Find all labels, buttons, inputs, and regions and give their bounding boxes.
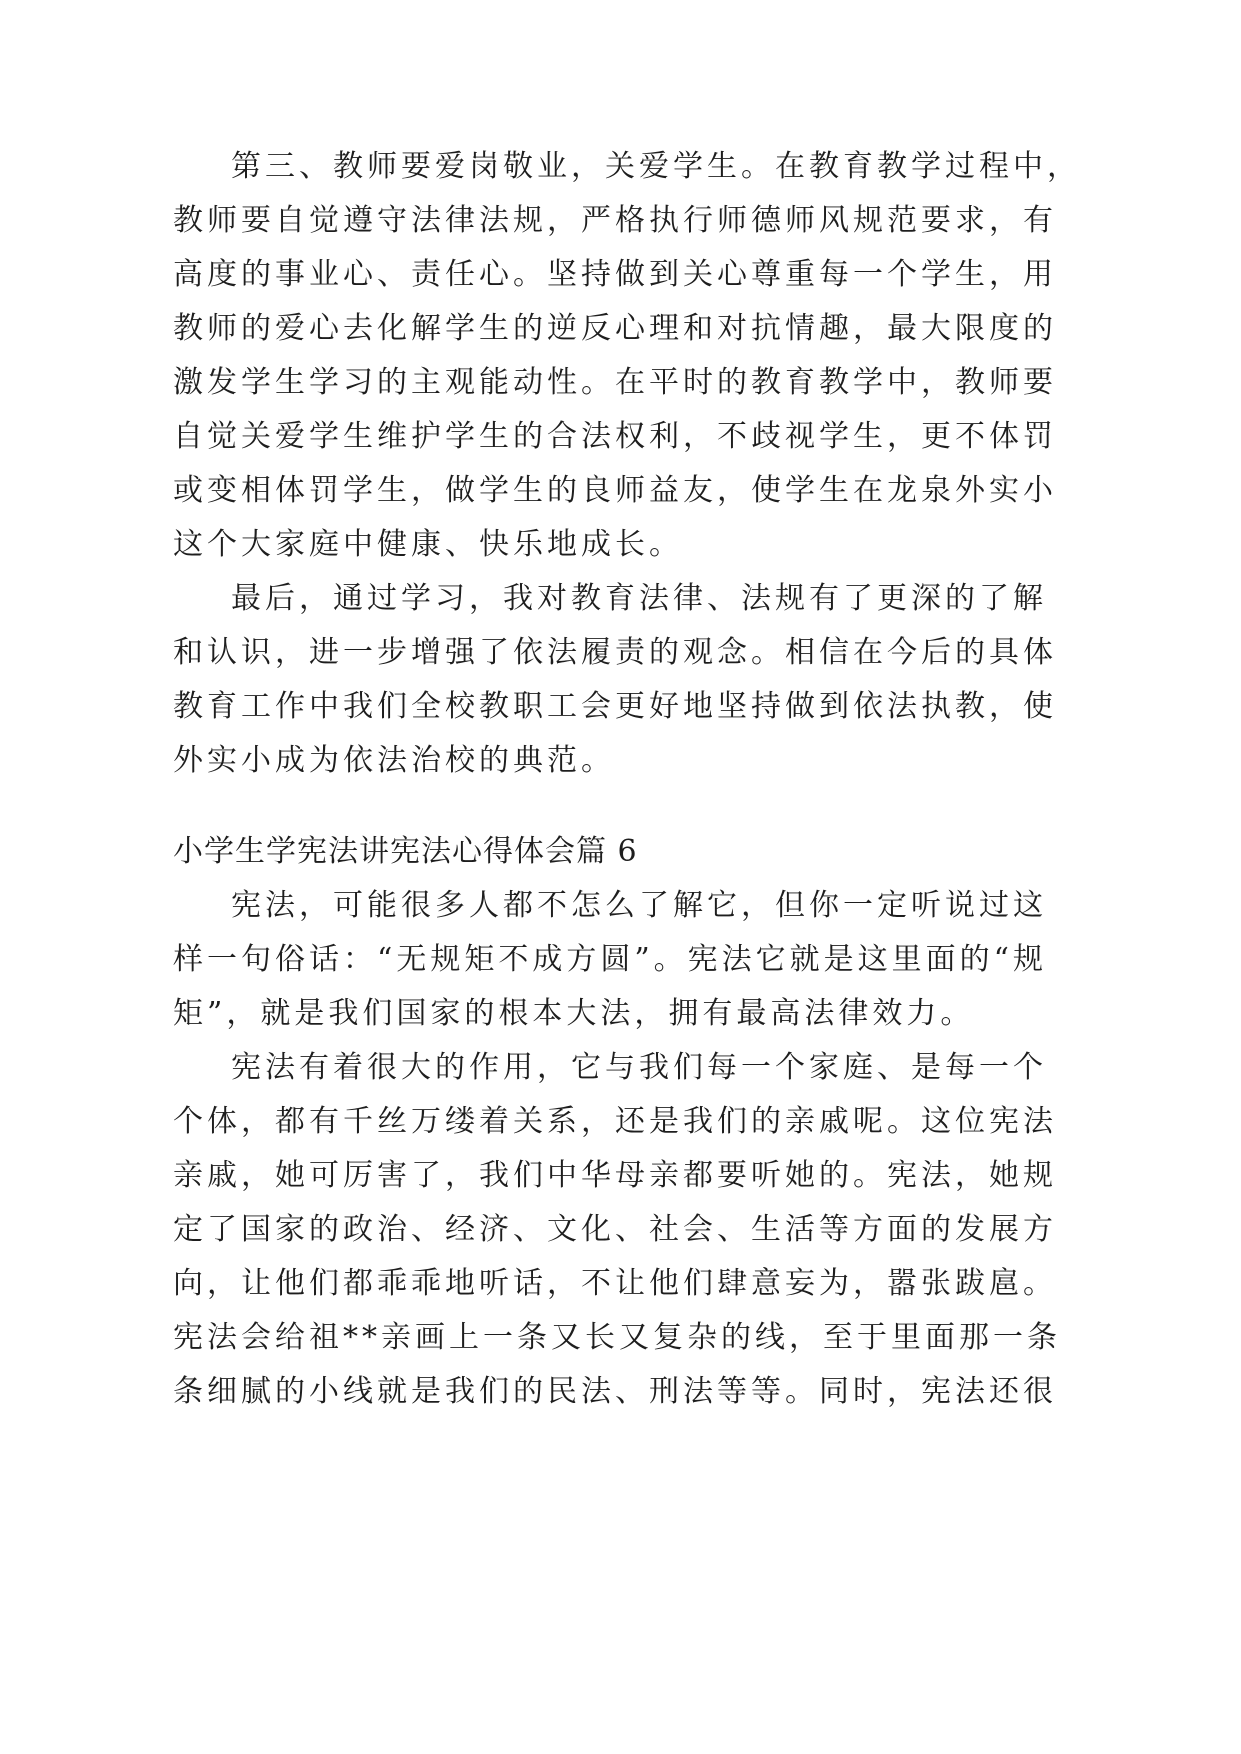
paragraph-1-line: 激发学生学习的主观能动性。在平时的教育教学中，教师要 xyxy=(173,365,1057,400)
paragraph-4-line: 条细腻的小线就是我们的民法、刑法等等。同时，宪法还很 xyxy=(173,1374,1057,1409)
paragraph-1-line: 教师要自觉遵守法律法规，严格执行师德师风规范要求，有 xyxy=(173,203,1057,238)
paragraph-4-line: 宪法会给祖**亲画上一条又长又复杂的线，至于里面那一条 xyxy=(173,1320,1061,1355)
section-title: 小学生学宪法讲宪法心得体会篇 6 xyxy=(173,834,638,869)
paragraph-2-line: 最后，通过学习，我对教育法律、法规有了更深的了解 xyxy=(231,581,1047,616)
paragraph-3-line: 宪法，可能很多人都不怎么了解它，但你一定听说过这 xyxy=(231,888,1047,923)
paragraph-1-line: 或变相体罚学生，做学生的良师益友，使学生在龙泉外实小 xyxy=(173,473,1057,508)
paragraph-1-line: 高度的事业心、责任心。坚持做到关心尊重每一个学生，用 xyxy=(173,257,1057,292)
paragraph-1-line: 教师的爱心去化解学生的逆反心理和对抗情趣，最大限度的 xyxy=(173,311,1057,346)
paragraph-1-line: 第三、教师要爱岗敬业，关爱学生。在教育教学过程中， xyxy=(231,149,1081,184)
paragraph-1-line: 自觉关爱学生维护学生的合法权利，不歧视学生，更不体罚 xyxy=(173,419,1057,454)
paragraph-3-line: 样一句俗话：“无规矩不成方圆”。宪法它就是这里面的“规 xyxy=(173,942,1048,977)
paragraph-4-line: 亲戚，她可厉害了，我们中华母亲都要听她的。宪法，她规 xyxy=(173,1158,1057,1193)
paragraph-2-line: 外实小成为依法治校的典范。 xyxy=(173,743,615,778)
paragraph-4-line: 宪法有着很大的作用，它与我们每一个家庭、是每一个 xyxy=(231,1050,1047,1085)
paragraph-4-line: 定了国家的政治、经济、文化、社会、生活等方面的发展方 xyxy=(173,1212,1057,1247)
paragraph-4-line: 向，让他们都乖乖地听话，不让他们肆意妄为，嚣张跋扈。 xyxy=(173,1266,1057,1301)
paragraph-4-line: 个体，都有千丝万缕着关系，还是我们的亲戚呢。这位宪法 xyxy=(173,1104,1057,1139)
paragraph-3-line: 矩”，就是我们国家的根本大法，拥有最高法律效力。 xyxy=(173,996,975,1031)
paragraph-1-line: 这个大家庭中健康、快乐地成长。 xyxy=(173,527,683,562)
paragraph-2-line: 教育工作中我们全校教职工会更好地坚持做到依法执教，使 xyxy=(173,689,1057,724)
paragraph-2-line: 和认识，进一步增强了依法履责的观念。相信在今后的具体 xyxy=(173,635,1057,670)
